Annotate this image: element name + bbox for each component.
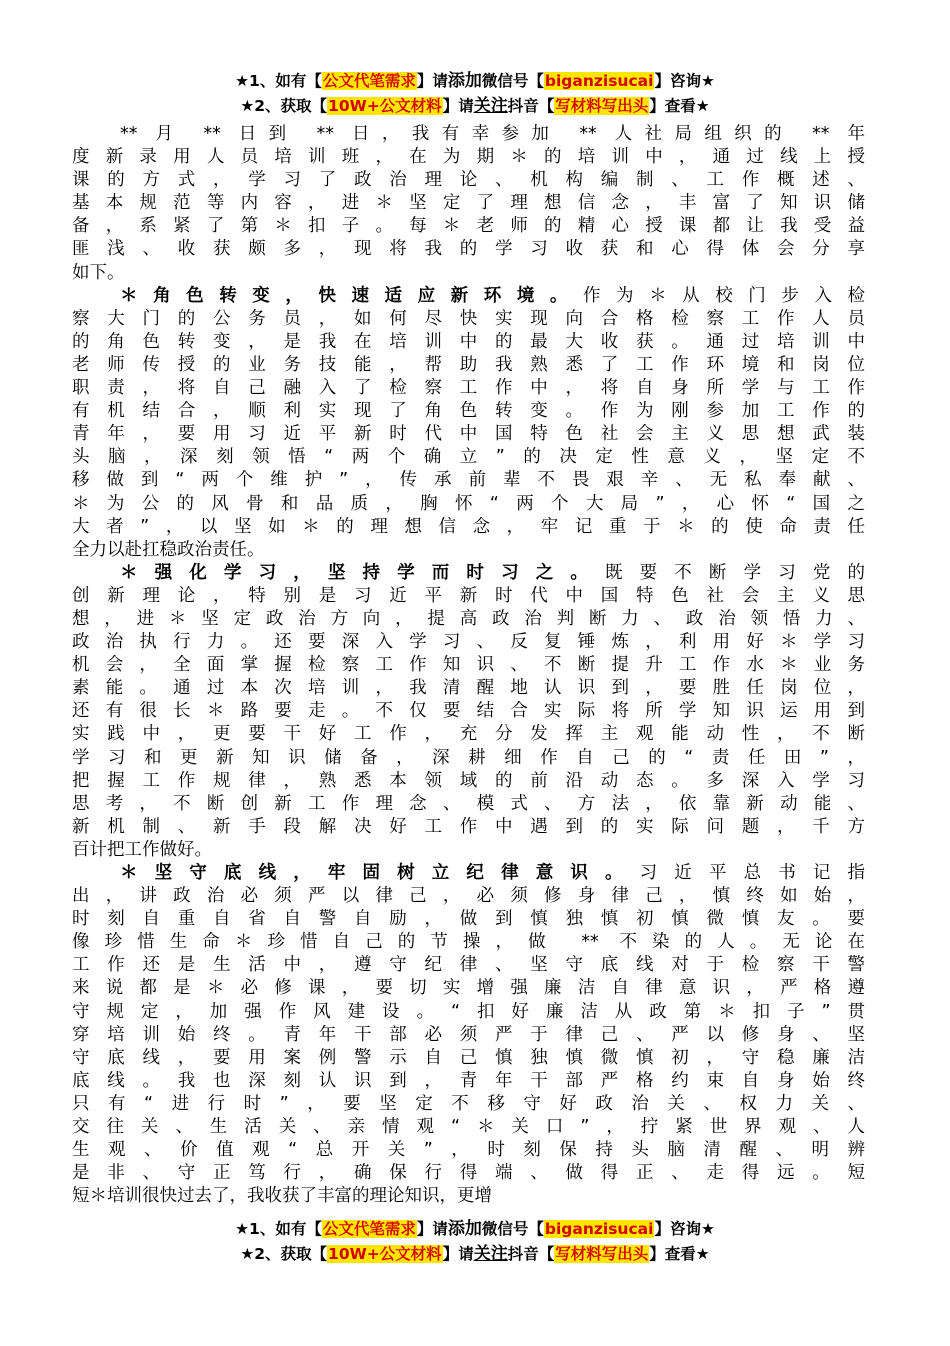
- paragraph-line: [72, 493, 865, 516]
- banner-text: 】请: [442, 97, 474, 115]
- paragraph-text: 底线。我也深刻认识到，青年干部严格约束自身始终: [72, 1070, 865, 1091]
- paragraph-line: [72, 1093, 865, 1116]
- paragraph-text: 课的方式，学习了政治理论、机构编制、工作概述、: [72, 170, 865, 191]
- paragraph-text: 想，进＊坚定政治方向，提高政治判断力、政治领悟力、: [72, 608, 865, 629]
- paragraph-text: 交往关、生活关、亲情观“＊关口”，拧紧世界观、人: [72, 1117, 865, 1138]
- banner-text: 微信号【: [481, 1220, 544, 1238]
- paragraph-text: 度新录用人员培训班，在为期＊的培训中，通过线上授: [72, 147, 865, 168]
- banner-top-line1: [0, 70, 950, 92]
- paragraph-text: 老师传授的业务技能，帮助我熟悉了工作环境和岗位: [72, 354, 865, 375]
- paragraph-text: 穿培训始终。青年干部必须严于律己、严以修身、坚: [72, 1024, 865, 1045]
- banner-text: 】查看★: [649, 1245, 710, 1263]
- paragraph-line: [72, 331, 865, 354]
- banner-text: ★2、获取【: [240, 1245, 328, 1263]
- paragraph-text: 青年，要用习近平新时代中国特色社会主义思想武装: [72, 424, 865, 445]
- banner-text: 】咨询★: [654, 1220, 715, 1238]
- paragraph-text: 头脑，深刻领悟“两个确立”的决定性意义，坚定不: [72, 447, 865, 468]
- banner-text: ★1、如有【: [235, 72, 322, 90]
- paragraph-line: [72, 262, 865, 285]
- section-heading: ＊坚守底线，牢固树立纪律意识。: [120, 863, 640, 883]
- paragraph-line: [72, 215, 865, 238]
- paragraph-text: 只有“进行时”，要坚定不移守好政治关、权力关、: [72, 1093, 865, 1114]
- paragraph-line: [72, 446, 865, 469]
- paragraph-line: [72, 747, 865, 770]
- banner-text: 】查看★: [649, 97, 710, 115]
- paragraph-line: [72, 354, 865, 377]
- paragraph-line: [72, 908, 865, 931]
- highlight-service: 公文代笔需求: [322, 72, 416, 90]
- banner-text: 抖音【: [507, 97, 555, 115]
- paragraph-line: [72, 1001, 865, 1024]
- paragraph-line: [72, 562, 865, 585]
- paragraph-text: ＊为公的风骨和品质，胸怀“两个大局”，心怀“国之: [72, 493, 865, 514]
- banner-text: ★1、如有【: [235, 1220, 322, 1238]
- paragraph-text: 既要不断学习党的: [605, 562, 865, 583]
- banner-text: 】请: [442, 1245, 474, 1263]
- paragraph-line: [72, 423, 865, 446]
- paragraph-text: 习近平总书记指: [639, 863, 866, 883]
- highlight-service: 公文代笔需求: [322, 1220, 416, 1238]
- paragraph-text: ** 月 ** 日到 ** 日，我有幸参加 ** 人社局组织的 ** 年: [120, 124, 865, 144]
- paragraph-line: [72, 885, 865, 908]
- paragraph-line: [72, 1162, 865, 1185]
- paragraph-line: [72, 469, 865, 492]
- highlight-wechat-id: biganzisucai: [544, 72, 654, 90]
- highlight-douyin-account: 写材料写出头: [555, 1245, 649, 1263]
- banner-bottom-line2: [0, 1243, 950, 1265]
- paragraph-line: [72, 1185, 865, 1208]
- paragraph-line: [72, 146, 865, 169]
- paragraph-text: 大者”，以坚如＊的理想信念，牢记重于＊的使命责任: [72, 516, 865, 537]
- banner-bottom-line1: [0, 1218, 950, 1240]
- paragraph-text: 守底线，要用案例警示自己慎独慎微慎初，守稳廉洁: [72, 1047, 865, 1068]
- paragraph-line: [72, 839, 865, 862]
- paragraph-line: [72, 723, 865, 746]
- paragraph-text: 守规定，加强作风建设。“扣好廉洁从政第＊扣子”贯: [72, 1001, 865, 1022]
- paragraph-text: 如下。: [72, 262, 125, 283]
- paragraph-line: [72, 1024, 865, 1047]
- paragraph-line: [72, 308, 865, 331]
- banner-emphasis: 关注: [473, 1244, 508, 1264]
- paragraph-line: [72, 770, 865, 793]
- paragraph-text: 像珍惜生命＊珍惜自己的节操，做 ** 不染的人。无论在: [72, 932, 865, 953]
- paragraph-text: 匪浅、收获颇多，现将我的学习收获和心得体会分享: [72, 239, 865, 260]
- paragraph-line: [72, 862, 865, 885]
- paragraph-text: 的角色转变，是我在培训中的最大收获。通过培训中: [72, 331, 865, 352]
- banner-text: ★2、获取【: [240, 97, 328, 115]
- highlight-materials: 10W+公文材料: [328, 1245, 442, 1263]
- banner-text: 】咨询★: [654, 72, 715, 90]
- paragraph-text: 把握工作规律，熟悉本领域的前沿动态。多深入学习: [72, 770, 865, 791]
- paragraph-line: [72, 1047, 865, 1070]
- paragraph-line: [72, 677, 865, 700]
- paragraph-line: [72, 1116, 865, 1139]
- paragraph-text: 察大门的公务员，如何尽快实现向合格检察工作人员: [72, 308, 865, 329]
- paragraph-text: 时刻自重自省自警自励，做到慎独慎初慎微慎友。要: [72, 909, 865, 930]
- paragraph-line: [72, 539, 865, 562]
- paragraph-line: [72, 700, 865, 723]
- paragraph-line: [72, 585, 865, 608]
- paragraph-line: [72, 285, 865, 308]
- banner-text: 】请: [416, 72, 448, 90]
- paragraph-text: 是非、守正笃行，确保行得端、做得正、走得远。短: [72, 1163, 865, 1184]
- paragraph-line: [72, 931, 865, 954]
- paragraph-line: [72, 516, 865, 539]
- document-body: [72, 123, 865, 1208]
- paragraph-line: [72, 1070, 865, 1093]
- paragraph-text: 实践中，更要干好工作，充分发挥主观能动性，不断: [72, 724, 865, 745]
- highlight-materials: 10W+公文材料: [328, 97, 442, 115]
- paragraph-text: 来说都是＊必修课，要切实增强廉洁自律意识，严格遵: [72, 978, 865, 999]
- paragraph-text: 生观、价值观“总开关”，时刻保持头脑清醒、明辨: [72, 1140, 865, 1161]
- banner-text: 抖音【: [507, 1245, 555, 1263]
- paragraph-text: 新机制、新手段解决好工作中遇到的实际问题，千方: [72, 816, 865, 837]
- paragraph-line: [72, 192, 865, 215]
- banner-emphasis: 添加: [447, 1219, 482, 1239]
- paragraph-line: [72, 608, 865, 631]
- paragraph-text: 百计把工作做好。: [72, 839, 212, 860]
- banner-text: 】请: [416, 1220, 448, 1238]
- paragraph-text: 思考，不断创新工作理念、模式、方法，依靠新动能、: [72, 793, 865, 814]
- section-heading: ＊角色转变，快速适应新环境。: [120, 285, 583, 306]
- paragraph-text: 基本规范等内容，进＊坚定了理想信念，丰富了知识储: [72, 193, 865, 214]
- paragraph-text: 出，讲政治必须严以律己，必须修身律己，慎终如始，: [72, 886, 865, 907]
- paragraph-text: 工作还是生活中，遵守纪律、坚守底线对于检察干警: [72, 955, 865, 976]
- paragraph-line: [72, 954, 865, 977]
- paragraph-text: 全力以赴扛稳政治责任。: [72, 539, 265, 560]
- paragraph-text: 短＊培训很快过去了，我收获了丰富的理论知识，更增: [72, 1186, 492, 1207]
- banner-text: 微信号【: [481, 72, 544, 90]
- paragraph-line: [72, 816, 865, 839]
- section-heading: ＊强化学习，坚持学而时习之。: [120, 562, 605, 583]
- highlight-douyin-account: 写材料写出头: [555, 97, 649, 115]
- paragraph-line: [72, 977, 865, 1000]
- paragraph-line: [72, 1139, 865, 1162]
- paragraph-text: 作为＊从校门步入检: [582, 285, 866, 306]
- paragraph-text: 学习和更新知识储备，深耕细作自己的“责任田”，: [72, 747, 865, 768]
- paragraph-text: 有机结合，顺利实现了角色转变。作为刚参加工作的: [72, 401, 865, 422]
- paragraph-text: 还有很长＊路要走。不仅要结合实际将所学知识运用到: [72, 701, 865, 722]
- banner-emphasis: 关注: [473, 96, 508, 116]
- paragraph-line: [72, 169, 865, 192]
- paragraph-text: 创新理论，特别是习近平新时代中国特色社会主义思: [72, 585, 865, 606]
- banner-emphasis: 添加: [447, 71, 482, 91]
- paragraph-line: [72, 123, 865, 146]
- paragraph-line: [72, 238, 865, 261]
- paragraph-text: 移做到“两个维护”，传承前辈不畏艰辛、无私奉献、: [72, 470, 865, 491]
- paragraph-line: [72, 400, 865, 423]
- paragraph-text: 政治执行力。还要深入学习、反复锤炼，利用好＊学习: [72, 632, 865, 653]
- paragraph-text: 机会，全面掌握检察工作知识、不断提升工作水＊业务: [72, 655, 865, 676]
- paragraph-line: [72, 654, 865, 677]
- paragraph-line: [72, 631, 865, 654]
- highlight-wechat-id: biganzisucai: [544, 1220, 654, 1238]
- paragraph-line: [72, 377, 865, 400]
- paragraph-line: [72, 793, 865, 816]
- paragraph-text: 职责，将自己融入了检察工作中，将自身所学与工作: [72, 378, 865, 399]
- banner-top-line2: [0, 95, 950, 117]
- paragraph-text: 备，系紧了第＊扣子。每＊老师的精心授课都让我受益: [72, 216, 865, 237]
- paragraph-text: 素能。通过本次培训，我清醒地认识到，要胜任岗位，: [72, 678, 865, 699]
